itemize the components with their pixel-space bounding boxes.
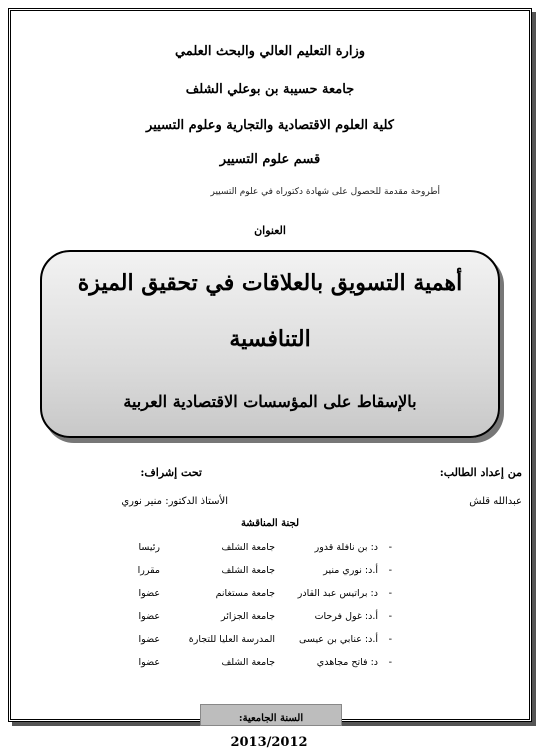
student-name: عبدالله قلش [469, 496, 522, 507]
member-role: رئيسا [138, 542, 160, 553]
ministry-heading: وزارة التعليم العالي والبحث العلمي [174, 44, 366, 59]
row-dash: - [388, 542, 392, 553]
thesis-subtitle: بالإسقاط على المؤسسات الاقتصادية العربية [123, 392, 417, 411]
title-label: العنوان [254, 224, 286, 237]
committee-row [0, 657, 540, 673]
row-dash: - [388, 634, 392, 645]
thesis-title-line-1: أهمية التسويق بالعلاقات في تحقيق الميزة [77, 270, 463, 296]
committee-row [0, 542, 540, 558]
committee-row [0, 611, 540, 627]
member-institution: جامعة الشلف [221, 542, 275, 553]
row-dash: - [388, 611, 392, 622]
member-institution: جامعة الشلف [221, 657, 275, 668]
thesis-title-line-2: التنافسية [229, 326, 311, 352]
university-heading: جامعة حسيبة بن بوعلي الشلف [185, 82, 355, 97]
member-role: عضوا [138, 588, 160, 599]
row-dash: - [388, 565, 392, 576]
academic-year-label: السنة الجامعية: [238, 713, 304, 724]
member-name: د: براتيس عبد القادر [297, 588, 378, 599]
title-box [40, 250, 500, 438]
thesis-note: أطروحة مقدمة للحصول على شهادة دكتوراه في علوم التسيير [210, 187, 440, 197]
member-role: عضوا [138, 634, 160, 645]
committee-row [0, 588, 540, 604]
member-name: أ.د: غول فرحات [314, 611, 378, 622]
member-institution: جامعة مستغانم [215, 588, 275, 599]
academic-year-value: 2013/2012 [230, 735, 308, 750]
committee-row [0, 634, 540, 650]
faculty-heading: كلية العلوم الاقتصادية والتجارية وعلوم التسيير [146, 118, 394, 133]
member-name: د: بن نافلة قدور [314, 542, 378, 553]
member-role: عضوا [138, 611, 160, 622]
row-dash: - [388, 657, 392, 668]
member-institution: جامعة الشلف [221, 565, 275, 576]
department-heading: قسم علوم التسيير [219, 152, 321, 167]
committee-row [0, 565, 540, 581]
member-name: د: فاتح مجاهدي [316, 657, 378, 668]
prepared-by-label: من إعداد الطالب: [439, 466, 522, 479]
member-role: مقررا [137, 565, 160, 576]
member-role: عضوا [138, 657, 160, 668]
member-name: أ.د: عنابي بن عيسى [299, 634, 378, 645]
member-name: أ.د: نوري منير [323, 565, 378, 576]
row-dash: - [388, 588, 392, 599]
academic-year-box [200, 704, 342, 750]
member-institution: جامعة الجزائر [221, 611, 275, 622]
supervisor-label: تحت إشراف: [140, 466, 202, 479]
committee-title: لجنة المناقشة [240, 518, 300, 529]
supervisor-name: الأستاذ الدكتور: منير نوري [121, 496, 228, 507]
member-institution: المدرسة العليا للتجارة [188, 634, 275, 645]
